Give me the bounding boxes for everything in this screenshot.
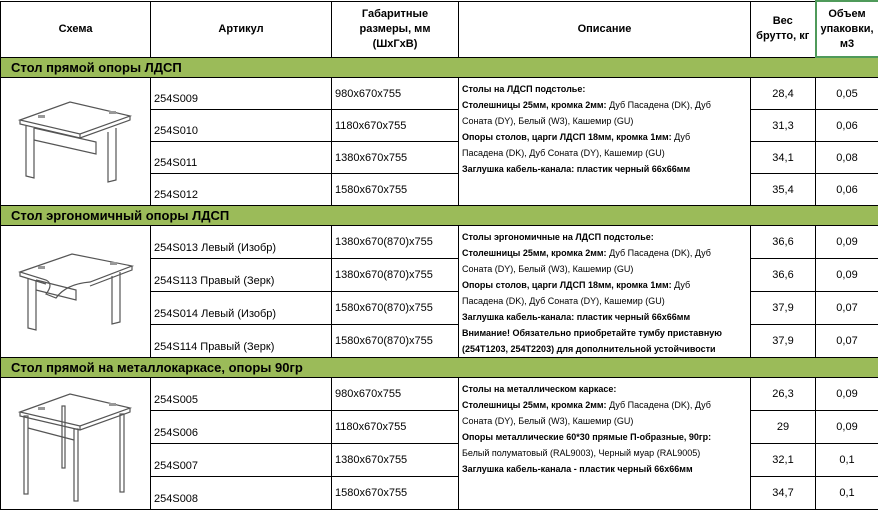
- header-volume[interactable]: [816, 1, 878, 57]
- weight-cell: 36,6: [751, 259, 816, 292]
- description-line: [462, 429, 748, 445]
- table-row: [1, 378, 878, 411]
- description-bold: Опоры столов, царги ЛДСП 18мм, кромка 1мм:: [462, 280, 672, 290]
- desk-scheme-image: [1, 226, 151, 358]
- description-text: Дуб: [671, 132, 691, 142]
- description-cell: [459, 378, 751, 510]
- section-header-row: [1, 358, 878, 378]
- header-scheme: Схема: [1, 1, 151, 57]
- volume-cell: 0,1: [816, 477, 878, 510]
- header-dimensions: [332, 1, 459, 57]
- desk-scheme-image: [1, 378, 151, 510]
- article-cell: 254S010: [151, 110, 332, 142]
- description-line: [462, 229, 748, 245]
- description-text: Пасадена (DK), Дуб Соната (DY), Кашемир (GU): [462, 148, 665, 158]
- weight-cell: 37,9: [751, 325, 816, 358]
- description-line: [462, 309, 748, 325]
- header-weight-line2: брутто, кг: [756, 30, 810, 42]
- description-text: Дуб Пасадена (DK), Дуб: [606, 100, 711, 110]
- dimensions-cell: 1180х670х755: [332, 110, 459, 142]
- volume-cell: 0,1: [816, 444, 878, 477]
- article-cell: 254S006: [151, 411, 332, 444]
- weight-cell: 32,1: [751, 444, 816, 477]
- description-bold: Столы на металлическом каркасе:: [462, 384, 617, 394]
- description-line: [462, 461, 748, 477]
- description-line: [462, 397, 748, 413]
- header-volume-line1: Объем: [828, 7, 866, 20]
- section-header-row: [1, 206, 878, 226]
- article-cell: 254S007: [151, 444, 332, 477]
- article-cell: 254S005: [151, 378, 332, 411]
- description-bold: Столешницы 25мм, кромка 2мм:: [462, 100, 607, 110]
- dimensions-cell: 1580х670х755: [332, 174, 459, 206]
- section-title: Стол прямой опоры ЛДСП: [1, 57, 878, 78]
- volume-cell: 0,05: [816, 78, 878, 110]
- description-bold: Заглушка кабель-канала: пластик черный 66х66мм: [462, 312, 691, 322]
- table-row: [1, 226, 878, 259]
- description-text: Дуб: [671, 280, 691, 290]
- weight-cell: 34,1: [751, 142, 816, 174]
- description-bold: Опоры металлические 60*30 прямые П-образные, 90гр:: [462, 432, 712, 442]
- article-cell: 254S011: [151, 142, 332, 174]
- description-cell: [459, 226, 751, 358]
- description-line: [462, 161, 748, 177]
- description-bold: Столы эргономичные на ЛДСП подстолье:: [462, 232, 654, 242]
- weight-cell: 36,6: [751, 226, 816, 259]
- volume-cell: 0,08: [816, 142, 878, 174]
- description-bold: Внимание! Обязательно приобретайте тумбу приставную: [462, 328, 722, 338]
- header-volume-line3: м3: [839, 37, 855, 50]
- article-cell: 254S012: [151, 174, 332, 206]
- header-description: Описание: [459, 1, 751, 57]
- section-title: Стол эргономичный опоры ЛДСП: [1, 206, 878, 226]
- volume-cell: 0,07: [816, 325, 878, 358]
- dimensions-cell: 1380х670(870)х755: [332, 226, 459, 259]
- description-line: [462, 381, 748, 397]
- description-text: Дуб Пасадена (DK), Дуб: [606, 248, 711, 258]
- description-bold: Заглушка кабель-канала: пластик черный 66х66мм: [462, 164, 691, 174]
- dimensions-cell: 1380х670(870)х755: [332, 259, 459, 292]
- header-article: Артикул: [151, 1, 332, 57]
- weight-cell: 28,4: [751, 78, 816, 110]
- description-line: [462, 97, 748, 113]
- dimensions-cell: 1580х670(870)х755: [332, 292, 459, 325]
- description-text: Пасадена (DK), Дуб Соната (DY), Кашемир (GU): [462, 296, 665, 306]
- description-text: Дуб Пасадена (DK), Дуб: [606, 400, 711, 410]
- volume-cell: 0,09: [816, 378, 878, 411]
- description-line: [462, 261, 748, 277]
- description-bold: Столы на ЛДСП подстолье:: [462, 84, 586, 94]
- table-row: [1, 78, 878, 110]
- description-text: Соната (DY), Белый (W3), Кашемир (GU): [462, 116, 634, 126]
- description-cell: [459, 78, 751, 206]
- dimensions-cell: 980х670х755: [332, 78, 459, 110]
- dimensions-cell: 1380х670х755: [332, 444, 459, 477]
- header-volume-line2: упаковки,: [820, 22, 874, 35]
- section-title: Стол прямой на металлокаркасе, опоры 90гр: [1, 358, 878, 378]
- description-bold: Столешницы 25мм, кромка 2мм:: [462, 400, 607, 410]
- header-weight: [751, 1, 816, 57]
- dimensions-cell: 980х670х755: [332, 378, 459, 411]
- volume-cell: 0,07: [816, 292, 878, 325]
- description-line: [462, 445, 748, 461]
- weight-cell: 26,3: [751, 378, 816, 411]
- description-bold: (254T1203, 254T2203) для дополнительной устойчивости: [462, 344, 716, 354]
- description-line: [462, 245, 748, 261]
- weight-cell: 37,9: [751, 292, 816, 325]
- volume-cell: 0,09: [816, 411, 878, 444]
- weight-cell: 31,3: [751, 110, 816, 142]
- description-bold: Заглушка кабель-канала - пластик черный 66х66мм: [462, 464, 693, 474]
- header-dimensions-line3: (ШхГхВ): [372, 37, 418, 50]
- description-line: [462, 145, 748, 161]
- article-cell: 254S113 Правый (Зерк): [151, 259, 332, 292]
- article-cell: 254S014 Левый (Изобр): [151, 292, 332, 325]
- description-bold: Столешницы 25мм, кромка 2мм:: [462, 248, 607, 258]
- dimensions-cell: 1180х670х755: [332, 411, 459, 444]
- weight-cell: 29: [751, 411, 816, 444]
- header-weight-line1: Вес: [772, 15, 793, 27]
- description-text: Соната (DY), Белый (W3), Кашемир (GU): [462, 264, 634, 274]
- description-line: [462, 341, 748, 357]
- article-cell: 254S008: [151, 477, 332, 510]
- description-line: [462, 293, 748, 309]
- description-line: [462, 113, 748, 129]
- description-text: Белый полуматовый (RAL9003), Черный муар (RAL9005): [462, 448, 701, 458]
- description-text: Соната (DY), Белый (W3), Кашемир (GU): [462, 416, 634, 426]
- description-line: [462, 129, 748, 145]
- description-bold: Опоры столов, царги ЛДСП 18мм, кромка 1мм:: [462, 132, 672, 142]
- volume-cell: 0,09: [816, 226, 878, 259]
- article-cell: 254S114 Правый (Зерк): [151, 325, 332, 358]
- volume-cell: 0,06: [816, 110, 878, 142]
- header-row: [1, 1, 878, 57]
- description-line: [462, 413, 748, 429]
- description-line: [462, 325, 748, 341]
- article-cell: 254S009: [151, 78, 332, 110]
- description-line: [462, 81, 748, 97]
- dimensions-cell: 1580х670(870)х755: [332, 325, 459, 358]
- header-dimensions-line1: Габаритные: [361, 7, 429, 20]
- desk-scheme-image: [1, 78, 151, 206]
- section-header-row: [1, 57, 878, 78]
- volume-cell: 0,09: [816, 259, 878, 292]
- description-line: [462, 277, 748, 293]
- article-cell: 254S013 Левый (Изобр): [151, 226, 332, 259]
- weight-cell: 35,4: [751, 174, 816, 206]
- volume-cell: 0,06: [816, 174, 878, 206]
- header-dimensions-line2: размеры, мм: [359, 22, 431, 35]
- dimensions-cell: 1580х670х755: [332, 477, 459, 510]
- weight-cell: 34,7: [751, 477, 816, 510]
- dimensions-cell: 1380х670х755: [332, 142, 459, 174]
